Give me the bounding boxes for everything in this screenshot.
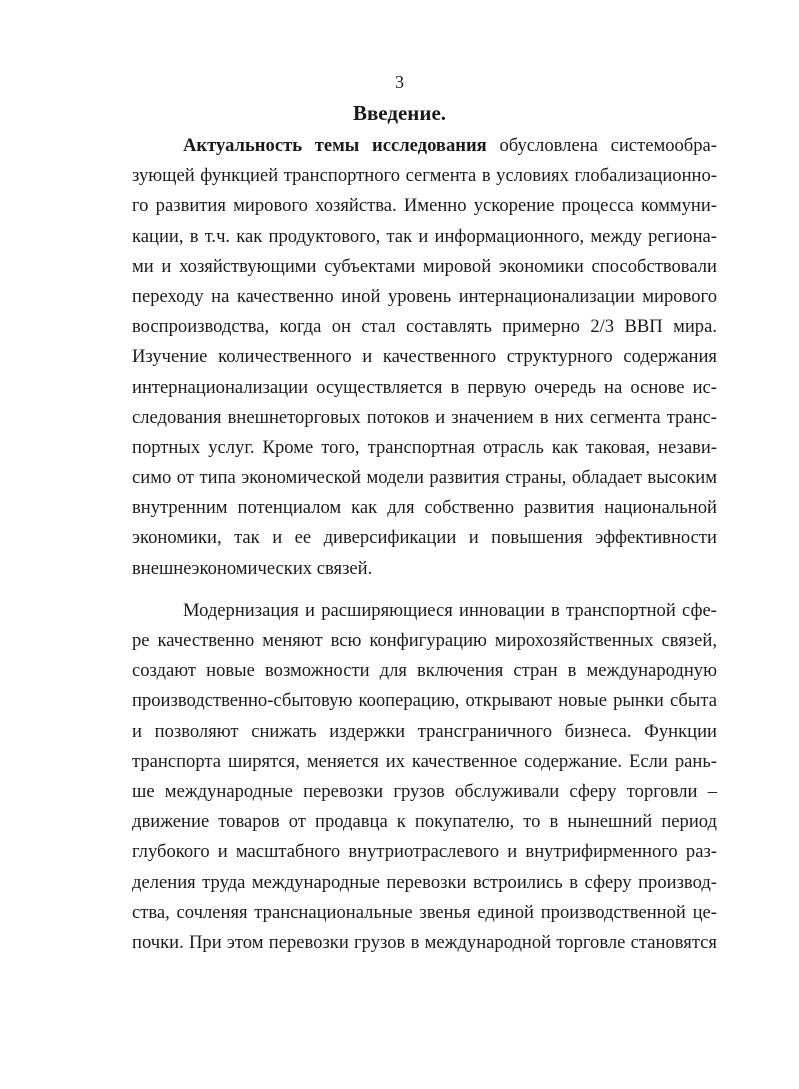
page-title: Введение. — [352, 101, 447, 125]
text-line: движение товаров от продавца к покупателю, то в нынешний период — [132, 811, 717, 833]
paragraph-gap — [132, 584, 717, 596]
text-line: создают новые возможности для включения стран в международную — [132, 660, 717, 682]
text-line: воспроизводства, когда он стал составлять примерно 2/3 ВВП мира. — [132, 316, 717, 338]
body-text — [132, 131, 717, 958]
paragraph-1-line-1 — [132, 131, 717, 161]
text-line: транспорта ширятся, меняется их качественное содержание. Если рань- — [132, 750, 717, 772]
text-line: портных услуг. Кроме того, транспортная отрасль как таковая, незави- — [132, 436, 717, 458]
text-line: внутренним потенциалом как для собственно развития национальной — [132, 497, 717, 519]
text-line: глубокого и масштабного внутриотраслевого и внутрифирменного раз- — [132, 841, 717, 863]
text-line: Модернизация и расширяющиеся инновации в транспортной сфе- — [183, 599, 717, 621]
text-line: следования внешнеторговых потоков и значением в них сегмента транс- — [132, 406, 717, 428]
paragraph-2 — [132, 596, 717, 958]
text-line: переходу на качественно иной уровень интернационализации мирового — [132, 285, 717, 307]
text-line: ре качественно меняют всю конфигурацию мирохозяйственных связей, — [132, 630, 717, 651]
text-line: симо от типа экономической модели развития страны, обладает высоким — [132, 467, 717, 489]
text-line: Изучение количественного и качественного структурного содержания — [132, 346, 717, 368]
text-line: кации, в т.ч. как продуктового, так и информационного, между региона- — [132, 225, 717, 247]
text-line: деления труда международные перевозки встроились в сферу производ- — [132, 871, 717, 893]
text-line: ше международные перевозки грузов обслуживали сферу торговли – — [132, 780, 717, 802]
text-line: и позволяют снижать издержки трансграничного бизнеса. Функции — [132, 720, 717, 742]
paragraph-1 — [132, 131, 717, 584]
text-line: интернационализации осуществляется в первую очередь на основе ис- — [132, 376, 717, 398]
text-line: ства, сочленяя транснациональные звенья единой производственной це- — [132, 901, 717, 923]
text-line: внешнеэкономических связей. — [132, 557, 373, 579]
text-line: почки. При этом перевозки грузов в международной торговле становятся — [132, 931, 717, 953]
lead-phrase: Актуальность темы исследования — [183, 135, 487, 156]
text-line: экономики, так и ее диверсификации и повышения эффективности — [132, 527, 717, 549]
text-line: производственно-сбытовую кооперацию, открывают новые рынки сбыта — [132, 690, 717, 712]
text-line: зующей функцией транспортного сегмента в условиях глобализационно- — [132, 165, 717, 187]
text-line: ми и хозяйствующими субъектами мировой экономики способствовали — [132, 255, 717, 277]
text-line: го развития мирового хозяйства. Именно ускорение процесса коммуни- — [132, 195, 717, 217]
page-number: 3 — [395, 72, 404, 92]
lead-continuation: обусловлена системообра- — [486, 135, 718, 156]
